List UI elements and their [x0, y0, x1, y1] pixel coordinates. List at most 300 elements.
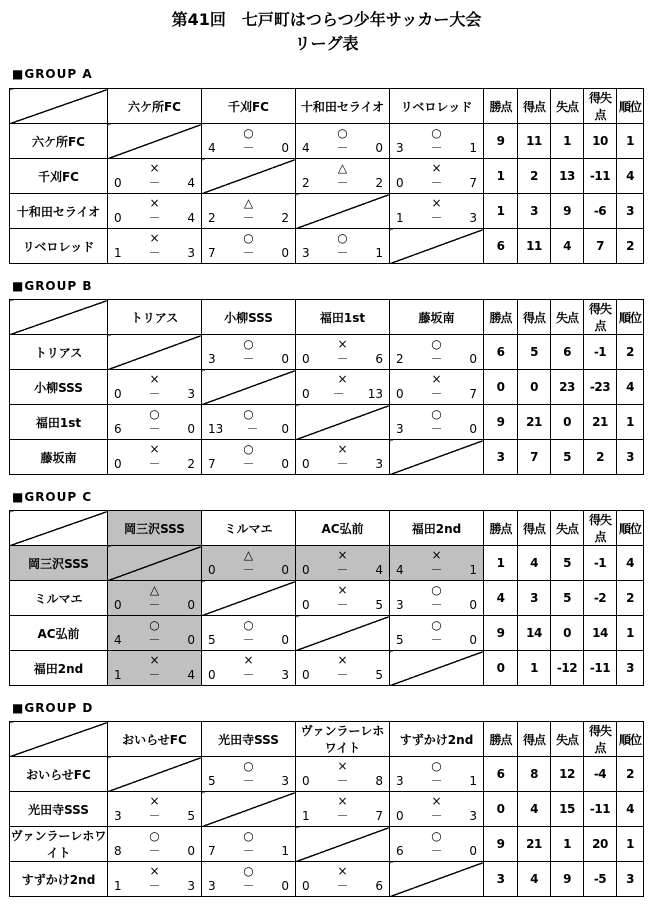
rank-value: 3 [617, 194, 644, 229]
group-d-table [9, 721, 644, 897]
self-match-cell [108, 124, 202, 159]
goal-difference-value: -4 [584, 757, 617, 792]
row-team-name: 福田2nd [10, 651, 108, 686]
self-match-cell [390, 862, 484, 897]
score-dash: － [430, 176, 443, 190]
match-score [114, 176, 195, 190]
match-result-cell [202, 651, 296, 686]
group-b-label: ■GROUP B [12, 279, 93, 293]
match-result-cell [390, 792, 484, 827]
score-dash: － [336, 176, 349, 190]
result-mark: ○ [337, 126, 348, 140]
match-score [114, 844, 195, 858]
row-team-name: 福田1st [10, 405, 108, 440]
goals-against: 4 [187, 211, 195, 225]
stat-header: 勝点 [484, 722, 518, 757]
goals-for: 7 [208, 844, 216, 858]
row-team-name: 小柳SSS [10, 370, 108, 405]
result-mark: ○ [243, 442, 254, 456]
goal-difference-value: -11 [584, 792, 617, 827]
match-result-cell [108, 792, 202, 827]
result-mark: ○ [243, 407, 254, 421]
match-result-cell [202, 229, 296, 264]
goals-scored-value: 21 [518, 405, 551, 440]
result-mark: × [431, 794, 442, 808]
match-result-cell [108, 194, 202, 229]
score-dash: － [242, 352, 255, 366]
goals-against: 4 [187, 668, 195, 682]
score-dash: － [430, 387, 443, 401]
goals-against: 6 [375, 352, 383, 366]
goals-against: 1 [375, 246, 383, 260]
goals-against: 1 [469, 774, 477, 788]
team-row [10, 827, 644, 862]
table-header-row [10, 89, 644, 124]
goal-difference-value: 21 [584, 405, 617, 440]
result-mark: ○ [337, 231, 348, 245]
goals-against: 5 [375, 598, 383, 612]
match-result-cell [390, 616, 484, 651]
column-team-header: ミルマエ [202, 511, 296, 546]
result-mark: × [337, 442, 348, 456]
goals-against: 1 [469, 563, 477, 577]
points-value: 4 [484, 581, 518, 616]
result-mark: × [337, 864, 348, 878]
goals-against: 8 [375, 774, 383, 788]
match-result-cell [390, 827, 484, 862]
result-mark: × [337, 337, 348, 351]
score-dash: － [148, 844, 161, 858]
match-score [302, 774, 383, 788]
score-dash: － [148, 246, 161, 260]
goals-conceded-value: 9 [551, 862, 584, 897]
points-value: 3 [484, 862, 518, 897]
score-dash: － [336, 809, 349, 823]
score-dash: － [148, 176, 161, 190]
match-score [396, 422, 477, 436]
goals-for: 0 [114, 457, 122, 471]
rank-value: 4 [617, 370, 644, 405]
result-mark: ○ [149, 829, 160, 843]
goals-for: 0 [302, 879, 310, 893]
match-score [208, 879, 289, 893]
stat-header: 順位 [617, 511, 644, 546]
points-value: 9 [484, 124, 518, 159]
row-team-name: ヴァンラーレホワイト [10, 827, 108, 862]
goals-for: 1 [396, 211, 404, 225]
self-match-cell [390, 229, 484, 264]
points-value: 1 [484, 194, 518, 229]
team-row [10, 581, 644, 616]
goals-for: 3 [208, 352, 216, 366]
match-score [114, 211, 195, 225]
match-score [208, 457, 289, 471]
goals-against: 3 [375, 457, 383, 471]
result-mark: ○ [431, 618, 442, 632]
goals-against: 0 [281, 422, 289, 436]
self-match-cell [296, 405, 390, 440]
goal-difference-value: 2 [584, 440, 617, 475]
row-team-name: リベロレッド [10, 229, 108, 264]
goals-for: 3 [302, 246, 310, 260]
team-row [10, 792, 644, 827]
self-match-cell [202, 581, 296, 616]
match-score [114, 387, 195, 401]
goals-for: 8 [114, 844, 122, 858]
goals-for: 3 [396, 774, 404, 788]
goal-difference-value: -6 [584, 194, 617, 229]
result-mark: △ [337, 161, 348, 175]
goals-scored-value: 0 [518, 370, 551, 405]
goals-for: 4 [208, 141, 216, 155]
goals-against: 0 [281, 879, 289, 893]
rank-value: 3 [617, 862, 644, 897]
goals-for: 2 [208, 211, 216, 225]
rank-value: 4 [617, 159, 644, 194]
match-result-cell [390, 581, 484, 616]
goal-difference-value: 7 [584, 229, 617, 264]
score-dash: － [242, 211, 255, 225]
goals-against: 3 [187, 387, 195, 401]
match-result-cell [202, 335, 296, 370]
goals-scored-value: 8 [518, 757, 551, 792]
row-team-name: 六ケ所FC [10, 124, 108, 159]
score-dash: － [336, 141, 349, 155]
goals-for: 0 [302, 387, 310, 401]
match-result-cell [296, 335, 390, 370]
goals-conceded-value: 5 [551, 581, 584, 616]
result-mark: × [431, 372, 442, 386]
result-mark: × [337, 372, 348, 386]
goals-conceded-value: 13 [551, 159, 584, 194]
goals-against: 2 [281, 211, 289, 225]
points-value: 9 [484, 827, 518, 862]
goals-for: 0 [302, 668, 310, 682]
score-dash: － [242, 563, 255, 577]
row-team-name: すずかけ2nd [10, 862, 108, 897]
match-result-cell [296, 651, 390, 686]
result-mark: ○ [431, 407, 442, 421]
stat-header: 失点 [551, 89, 584, 124]
points-value: 9 [484, 405, 518, 440]
stat-header: 失点 [551, 722, 584, 757]
goals-against: 0 [469, 422, 477, 436]
stat-header: 勝点 [484, 300, 518, 335]
score-dash: － [148, 457, 161, 471]
goals-conceded-value: 15 [551, 792, 584, 827]
goals-scored-value: 1 [518, 651, 551, 686]
result-mark: ○ [243, 337, 254, 351]
rank-value: 3 [617, 651, 644, 686]
score-dash: － [246, 422, 259, 436]
goals-for: 3 [396, 422, 404, 436]
match-result-cell [202, 616, 296, 651]
goals-conceded-value: 4 [551, 229, 584, 264]
goal-difference-value: -11 [584, 159, 617, 194]
goals-conceded-value: 23 [551, 370, 584, 405]
self-match-cell [390, 651, 484, 686]
result-mark: × [337, 583, 348, 597]
column-team-header: おいらせFC [108, 722, 202, 757]
goals-conceded-value: 12 [551, 757, 584, 792]
result-mark: ○ [431, 759, 442, 773]
points-value: 0 [484, 651, 518, 686]
match-result-cell [296, 757, 390, 792]
score-dash: － [430, 598, 443, 612]
stat-header: 順位 [617, 300, 644, 335]
team-row [10, 546, 644, 581]
table-header-row [10, 722, 644, 757]
score-dash: － [148, 879, 161, 893]
match-score [302, 598, 383, 612]
column-team-header: AC弘前 [296, 511, 390, 546]
goals-for: 3 [208, 879, 216, 893]
goals-scored-value: 21 [518, 827, 551, 862]
goal-difference-value: -1 [584, 546, 617, 581]
stat-header: 得点 [518, 511, 551, 546]
stat-header: 勝点 [484, 89, 518, 124]
goals-against: 0 [469, 598, 477, 612]
self-match-cell [108, 546, 202, 581]
match-score [396, 598, 477, 612]
rank-value: 2 [617, 757, 644, 792]
column-team-header: 岡三沢SSS [108, 511, 202, 546]
stat-header: 得失点 [584, 722, 617, 757]
stat-header: 失点 [551, 300, 584, 335]
match-score [208, 774, 289, 788]
stat-header: 得失点 [584, 300, 617, 335]
result-mark: × [149, 442, 160, 456]
match-result-cell [296, 124, 390, 159]
goals-for: 0 [396, 176, 404, 190]
score-dash: － [242, 668, 255, 682]
goals-against: 2 [187, 457, 195, 471]
match-score [302, 879, 383, 893]
goals-for: 2 [396, 352, 404, 366]
goals-against: 0 [281, 563, 289, 577]
goals-against: 0 [469, 352, 477, 366]
score-dash: － [242, 774, 255, 788]
page-title: 第41回 七戸町はつらつ少年サッカー大会 [171, 10, 482, 29]
score-dash: － [242, 879, 255, 893]
column-team-header: 六ケ所FC [108, 89, 202, 124]
match-score [208, 422, 289, 436]
stat-header: 勝点 [484, 511, 518, 546]
score-dash: － [430, 809, 443, 823]
goals-against: 0 [469, 844, 477, 858]
score-dash: － [148, 809, 161, 823]
self-match-cell [202, 159, 296, 194]
match-score [396, 211, 477, 225]
match-score [396, 176, 477, 190]
goals-for: 13 [208, 422, 224, 436]
goals-for: 4 [302, 141, 310, 155]
row-team-name: 十和田セライオ [10, 194, 108, 229]
score-dash: － [430, 211, 443, 225]
goals-for: 0 [114, 387, 122, 401]
goals-conceded-value: 0 [551, 405, 584, 440]
match-result-cell [108, 827, 202, 862]
score-dash: － [336, 563, 349, 577]
match-score [208, 633, 289, 647]
goals-for: 0 [302, 563, 310, 577]
match-result-cell [108, 440, 202, 475]
result-mark: × [337, 653, 348, 667]
match-result-cell [202, 546, 296, 581]
match-result-cell [108, 651, 202, 686]
goals-against: 13 [367, 387, 383, 401]
goals-against: 7 [469, 387, 477, 401]
row-team-name: ミルマエ [10, 581, 108, 616]
goals-for: 0 [302, 774, 310, 788]
goals-against: 3 [281, 774, 289, 788]
goals-against: 0 [281, 633, 289, 647]
goals-for: 7 [208, 457, 216, 471]
match-result-cell [390, 124, 484, 159]
goals-scored-value: 7 [518, 440, 551, 475]
column-team-header: 十和田セライオ [296, 89, 390, 124]
corner-cell [10, 300, 108, 335]
points-value: 3 [484, 440, 518, 475]
goals-against: 4 [375, 563, 383, 577]
match-result-cell [296, 581, 390, 616]
goals-for: 4 [114, 633, 122, 647]
column-team-header: 藤坂南 [390, 300, 484, 335]
team-row [10, 194, 644, 229]
points-value: 1 [484, 546, 518, 581]
corner-cell [10, 511, 108, 546]
result-mark: × [243, 653, 254, 667]
match-score [114, 633, 195, 647]
score-dash: － [336, 457, 349, 471]
match-result-cell [390, 194, 484, 229]
score-dash: － [430, 352, 443, 366]
column-team-header: 福田1st [296, 300, 390, 335]
column-team-header: ヴァンラーレホワイト [296, 722, 390, 757]
row-team-name: おいらせFC [10, 757, 108, 792]
result-mark: × [149, 372, 160, 386]
result-mark: ○ [431, 829, 442, 843]
match-score [114, 457, 195, 471]
match-result-cell [202, 405, 296, 440]
score-dash: － [148, 668, 161, 682]
goals-against: 3 [469, 211, 477, 225]
row-team-name: トリアス [10, 335, 108, 370]
result-mark: × [431, 196, 442, 210]
goals-scored-value: 3 [518, 194, 551, 229]
row-team-name: 岡三沢SSS [10, 546, 108, 581]
match-result-cell [108, 405, 202, 440]
self-match-cell [296, 827, 390, 862]
result-mark: ○ [431, 583, 442, 597]
goals-for: 0 [208, 563, 216, 577]
goal-difference-value: -5 [584, 862, 617, 897]
match-score [114, 668, 195, 682]
match-score [208, 668, 289, 682]
rank-value: 2 [617, 229, 644, 264]
match-score [396, 563, 477, 577]
goals-for: 0 [208, 668, 216, 682]
group-c-label: ■GROUP C [12, 490, 93, 504]
match-result-cell [390, 546, 484, 581]
match-score [396, 844, 477, 858]
result-mark: ○ [243, 829, 254, 843]
score-dash: － [148, 633, 161, 647]
result-mark: × [431, 548, 442, 562]
rank-value: 4 [617, 792, 644, 827]
match-result-cell [202, 757, 296, 792]
rank-value: 3 [617, 440, 644, 475]
points-value: 1 [484, 159, 518, 194]
match-score [396, 774, 477, 788]
group-d-label: ■GROUP D [12, 701, 94, 715]
score-dash: － [148, 598, 161, 612]
goal-difference-value: -11 [584, 651, 617, 686]
stat-header: 得点 [518, 722, 551, 757]
goals-scored-value: 4 [518, 792, 551, 827]
result-mark: × [337, 548, 348, 562]
rank-value: 4 [617, 546, 644, 581]
goals-for: 0 [302, 352, 310, 366]
score-dash: － [336, 598, 349, 612]
result-mark: × [149, 231, 160, 245]
self-match-cell [390, 440, 484, 475]
team-row [10, 440, 644, 475]
match-result-cell [296, 159, 390, 194]
result-mark: ○ [243, 864, 254, 878]
goals-for: 0 [396, 809, 404, 823]
match-result-cell [296, 546, 390, 581]
score-dash: － [242, 457, 255, 471]
team-row [10, 335, 644, 370]
column-team-header: 千刈FC [202, 89, 296, 124]
score-dash: － [336, 246, 349, 260]
goals-against: 1 [281, 844, 289, 858]
column-team-header: 光田寺SSS [202, 722, 296, 757]
rank-value: 1 [617, 405, 644, 440]
result-mark: × [337, 759, 348, 773]
stat-header: 得点 [518, 89, 551, 124]
goals-against: 5 [187, 809, 195, 823]
goals-for: 0 [302, 598, 310, 612]
goals-for: 0 [396, 387, 404, 401]
goals-for: 1 [114, 879, 122, 893]
team-row [10, 124, 644, 159]
column-team-header: リベロレッド [390, 89, 484, 124]
match-score [302, 141, 383, 155]
goals-against: 0 [375, 141, 383, 155]
stat-header: 得点 [518, 300, 551, 335]
points-value: 0 [484, 370, 518, 405]
result-mark: ○ [243, 126, 254, 140]
row-team-name: 千刈FC [10, 159, 108, 194]
match-result-cell [296, 229, 390, 264]
match-score [114, 246, 195, 260]
row-team-name: 光田寺SSS [10, 792, 108, 827]
goals-conceded-value: 0 [551, 616, 584, 651]
goals-scored-value: 4 [518, 862, 551, 897]
result-mark: ○ [243, 759, 254, 773]
goals-conceded-value: 5 [551, 440, 584, 475]
goals-for: 0 [114, 598, 122, 612]
score-dash: － [430, 774, 443, 788]
result-mark: × [149, 653, 160, 667]
match-result-cell [390, 159, 484, 194]
match-result-cell [202, 862, 296, 897]
match-score [208, 246, 289, 260]
team-row [10, 159, 644, 194]
score-dash: － [242, 844, 255, 858]
